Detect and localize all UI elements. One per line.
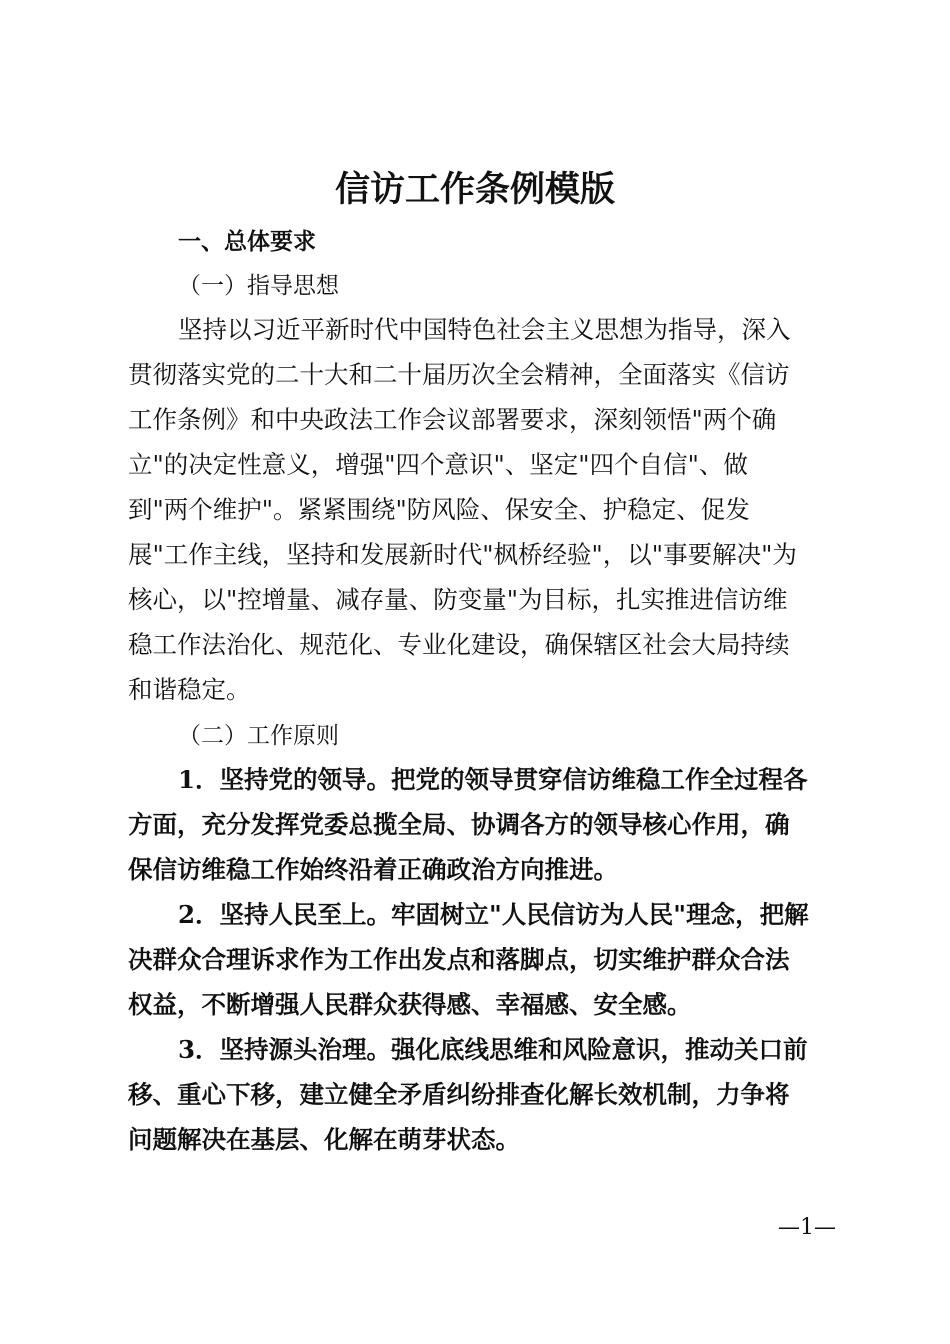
paragraph-line: 核心，以"控增量、减存量、防变量"为目标，扎实推进信访维	[128, 585, 788, 614]
paragraph-line: 1．坚持党的领导。把党的领导贯穿信访维稳工作全过程各	[178, 765, 808, 794]
paragraph-line: 工作条例》和中央政法工作会议部署要求，深刻领悟"两个确	[128, 405, 777, 434]
paragraph-line: 问题解决在基层、化解在萌芽状态。	[128, 1125, 520, 1154]
paragraph-line: 2．坚持人民至上。牢固树立"人民信访为人民"理念，把解	[178, 900, 809, 929]
paragraph-line: 稳工作法治化、规范化、专业化建设，确保辖区社会大局持续	[128, 630, 790, 659]
paragraph-line: 到"两个维护"。紧紧围绕"防风险、保安全、护稳定、促发	[128, 495, 750, 524]
paragraph-line: 和谐稳定。	[128, 675, 251, 704]
paragraph-line: 权益，不断增强人民群众获得感、幸福感、安全感。	[128, 990, 692, 1019]
paragraph-line: 移、重心下移，建立健全矛盾纠纷排查化解长效机制，力争将	[128, 1080, 790, 1109]
page-number: —1—	[778, 1215, 836, 1240]
section-heading-overall-requirements: 一、总体要求	[178, 229, 316, 255]
paragraph-line: 保信访维稳工作始终沿着正确政治方向推进。	[128, 855, 618, 884]
paragraph-line: 决群众合理诉求作为工作出发点和落脚点，切实维护群众合法	[128, 945, 790, 974]
paragraph-line: 3．坚持源头治理。强化底线思维和风险意识，推动关口前	[178, 1035, 808, 1064]
paragraph-line: 立"的决定性意义，增强"四个意识"、坚定"四个自信"、做	[128, 450, 748, 479]
paragraph-line: 贯彻落实党的二十大和二十届历次全会精神，全面落实《信访	[128, 360, 790, 389]
subsection-heading-work-principles: （二）工作原则	[178, 723, 339, 749]
document-title: 信访工作条例模版	[334, 169, 615, 210]
paragraph-line: 方面，充分发挥党委总揽全局、协调各方的领导核心作用，确	[128, 810, 790, 839]
subsection-heading-guiding-ideology: （一）指导思想	[178, 273, 339, 299]
paragraph-line: 坚持以习近平新时代中国特色社会主义思想为指导，深入	[178, 315, 791, 344]
paragraph-line: 展"工作主线，坚持和发展新时代"枫桥经验"，以"事要解决"为	[128, 540, 797, 569]
